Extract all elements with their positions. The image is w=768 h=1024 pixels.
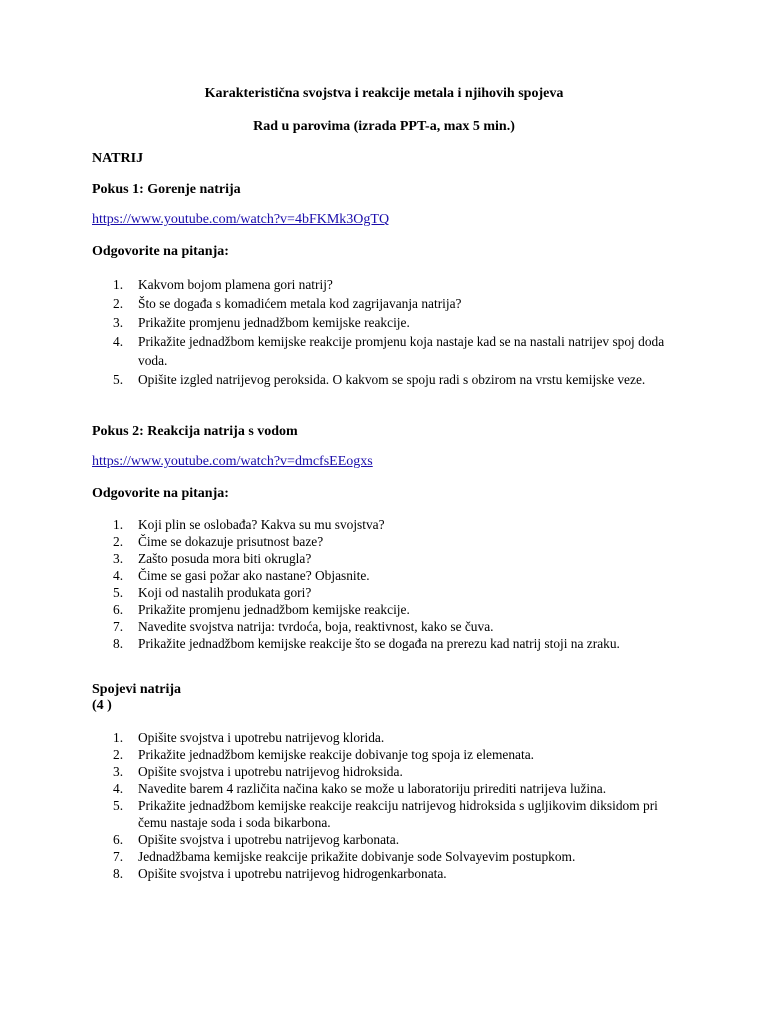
list-item-text: Opišite izgled natrijevog peroksida. O kakvom se spoju radi s obzirom na vrstu kemijske veze.: [138, 372, 646, 387]
compounds-heading: Spojevi natrija: [92, 682, 182, 697]
compounds-count: (4 ): [92, 698, 112, 713]
list-item: [0, 831, 768, 848]
list-number: 4.: [113, 781, 124, 796]
list-item: [0, 516, 768, 533]
list-item-text: Kakvom bojom plamena gori natrij?: [138, 277, 333, 292]
list-number: 8.: [113, 636, 124, 651]
list-item-text: Navedite svojstva natrija: tvrdoća, boja, reaktivnost, kako se čuva.: [138, 619, 494, 634]
list-item-text: Opišite svojstva i upotrebu natrijevog klorida.: [138, 730, 385, 745]
list-item: [0, 865, 768, 882]
list-number: 7.: [113, 619, 124, 634]
list-item: [0, 746, 768, 763]
list-item-text: Opišite svojstva i upotrebu natrijevog hidroksida.: [138, 764, 403, 779]
list-number: 5.: [113, 798, 124, 813]
list-item-text: Jednadžbama kemijske reakcije prikažite dobivanje sode Solvayevim postupkom.: [138, 849, 576, 864]
list-item: [0, 729, 768, 746]
list-number: 2.: [113, 534, 124, 549]
list-number: 3.: [113, 764, 124, 779]
list-item-text: Opišite svojstva i upotrebu natrijevog hidrogenkarbonata.: [138, 866, 447, 881]
list-item: [0, 567, 768, 584]
list-number: 1.: [113, 517, 124, 532]
list-item: [0, 550, 768, 567]
experiment2-questions-heading: Odgovorite na pitanja:: [92, 486, 229, 501]
list-item: [0, 275, 768, 294]
list-item-text: Prikažite jednadžbom kemijske reakcije dobivanje tog spoja iz elemenata.: [138, 747, 534, 762]
experiment2-heading: Pokus 2: Reakcija natrija s vodom: [92, 424, 298, 439]
list-item: [0, 635, 768, 652]
list-item: [0, 780, 768, 797]
list-number: 6.: [113, 832, 124, 847]
list-number: 5.: [113, 372, 124, 387]
list-item: [0, 763, 768, 780]
list-item-text: Prikažite jednadžbom kemijske reakcije promjenu koja nastaje kad se na nastali natrijev spoj doda voda.: [138, 334, 665, 368]
list-number: 1.: [113, 730, 124, 745]
list-number: 4.: [113, 568, 124, 583]
list-number: 1.: [113, 277, 124, 292]
list-item: [0, 601, 768, 618]
list-item-text: Prikažite jednadžbom kemijske reakcije reakciju natrijevog hidroksida s ugljikovim diksidom pri čemu nastaje soda i soda bikarbona.: [138, 798, 658, 830]
list-item: [0, 797, 768, 831]
section-title: NATRIJ: [92, 151, 144, 166]
list-item-text: Čime se gasi požar ako nastane? Objasnite.: [138, 568, 370, 583]
list-number: 4.: [113, 334, 124, 349]
list-item-text: Koji od nastalih produkata gori?: [138, 585, 312, 600]
document-subtitle: Rad u parovima (izrada PPT-a, max 5 min.): [253, 119, 515, 134]
list-number: 8.: [113, 866, 124, 881]
list-item-text: Prikažite promjenu jednadžbom kemijske reakcije.: [138, 602, 410, 617]
list-number: 2.: [113, 296, 124, 311]
compounds-question-list: [0, 729, 768, 882]
experiment1-question-list: [0, 275, 768, 389]
list-item-text: Koji plin se oslobađa? Kakva su mu svojstva?: [138, 517, 385, 532]
list-number: 6.: [113, 602, 124, 617]
list-item: [0, 618, 768, 635]
list-item-text: Što se događa s komadićem metala kod zagrijavanja natrija?: [138, 296, 462, 311]
list-number: 3.: [113, 315, 124, 330]
list-item-text: Prikažite promjenu jednadžbom kemijske reakcije.: [138, 315, 410, 330]
experiment1-heading: Pokus 1: Gorenje natrija: [92, 182, 241, 197]
list-item: [0, 370, 768, 389]
list-item-text: Prikažite jednadžbom kemijske reakcije što se događa na prerezu kad natrij stoji na zraku.: [138, 636, 620, 651]
list-number: 2.: [113, 747, 124, 762]
experiment1-questions-heading: Odgovorite na pitanja:: [92, 244, 229, 259]
list-item: [0, 533, 768, 550]
list-item: [0, 294, 768, 313]
list-item-text: Zašto posuda mora biti okrugla?: [138, 551, 312, 566]
list-item-text: Opišite svojstva i upotrebu natrijevog karbonata.: [138, 832, 400, 847]
list-item: [0, 584, 768, 601]
experiment2-question-list: [0, 516, 768, 652]
list-item: [0, 848, 768, 865]
list-number: 7.: [113, 849, 124, 864]
document-title: Karakteristična svojstva i reakcije metala i njihovih spojeva: [204, 86, 564, 101]
list-item-text: Čime se dokazuje prisutnost baze?: [138, 534, 324, 549]
list-item: [0, 313, 768, 332]
list-item-text: Navedite barem 4 različita načina kako se može u laboratoriju prirediti natrijeva lužina.: [138, 781, 607, 796]
list-number: 3.: [113, 551, 124, 566]
experiment1-video-link[interactable]: https://www.youtube.com/watch?v=4bFKMk3OgTQ: [92, 212, 390, 227]
list-item: [0, 332, 768, 370]
list-number: 5.: [113, 585, 124, 600]
experiment2-video-link[interactable]: https://www.youtube.com/watch?v=dmcfsEEogxs: [92, 454, 373, 469]
